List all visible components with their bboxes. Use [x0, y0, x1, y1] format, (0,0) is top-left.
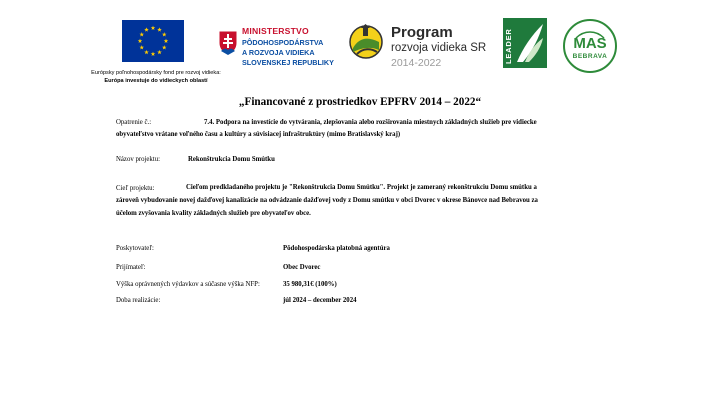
- eligible-costs-value: 35 980,31€ (100%): [283, 281, 337, 288]
- eu-logo: [74, 20, 238, 96]
- project-name: Rekonštrukcia Domu Smútku: [188, 156, 275, 163]
- recipient-value: Obec Dvorec: [283, 264, 321, 271]
- mas-bebrava-logo: [562, 18, 618, 74]
- duration-value: júl 2024 – december 2024: [283, 297, 357, 304]
- provider-label: Poskytovateľ:: [116, 245, 154, 252]
- eu-star-icon: [144, 50, 149, 54]
- eu-star-icon: [162, 45, 167, 49]
- recipient-label: Prijímateľ:: [116, 264, 146, 271]
- ministry-line3: A ROZVOJA VIDIEKA: [242, 48, 315, 57]
- goal-line1: Cieľom predkladaného projektu je "Rekonštrukcia Domu Smútku". Projekt je zameraný rekonštrukciu Domu smútku a: [186, 184, 537, 191]
- eu-star-icon: [164, 39, 169, 43]
- mas-text: MAS: [573, 35, 607, 52]
- provider-value: Pôdohospodárska platobná agentúra: [283, 245, 390, 252]
- mas-subtext: BEBRAVA: [572, 53, 608, 60]
- measure-label: Opatrenie č.:: [116, 119, 152, 126]
- eu-star-icon: [139, 45, 144, 49]
- eu-star-icon: [157, 50, 162, 54]
- slovak-crest-icon: [218, 30, 238, 56]
- measure-line2: obyvateľstvo vrátane voľného času a kultúry a súvisiacej infraštruktúry (mimo Bratislavský kraj): [116, 131, 401, 138]
- logo-bar: [0, 14, 720, 94]
- eu-star-icon: [151, 52, 156, 56]
- goal-line3: účelom zvyšovania kvality základných služieb pre obyvateľov obce.: [116, 210, 311, 217]
- eu-star-icon: [144, 27, 149, 31]
- project-label: Názov projektu:: [116, 156, 160, 163]
- ministry-line2: PÔDOHOSPODÁRSTVA: [242, 38, 324, 47]
- eu-flag-icon: [122, 20, 184, 62]
- goal-line2: zároveň vybudovanie novej dažďovej kanalizácie na odvádzanie dažďovej vody z Domu smútku v obci Dvorec v okrese Bánovce nad Bebravou za: [116, 197, 538, 204]
- leader-text: LEADER: [504, 28, 513, 64]
- program-emblem-icon: [349, 22, 383, 68]
- eu-caption-line1: Európsky poľnohospodársky fond pre rozvoj vidieka:: [91, 70, 221, 76]
- eu-star-icon: [138, 39, 143, 43]
- program-line3: 2014-2022: [391, 57, 442, 69]
- eu-star-icon: [139, 32, 144, 36]
- program-logo: [349, 22, 499, 82]
- measure-line1: 7.4. Podpora na investície do vytvárania, zlepšovania alebo rozširovania miestnych základných služieb pre vidiecke: [204, 119, 537, 126]
- eu-caption-line2: Európa investuje do vidieckych oblastí: [104, 78, 208, 84]
- program-line1: Program: [391, 24, 453, 41]
- eu-star-icon: [162, 32, 167, 36]
- ministry-logo: [216, 24, 346, 80]
- leader-logo: [503, 18, 547, 68]
- goal-label: Cieľ projektu:: [116, 185, 155, 192]
- document-title: „Financované z prostriedkov EPFRV 2014 – 2022“: [238, 96, 482, 108]
- ministry-line4: SLOVENSKEJ REPUBLIKY: [242, 58, 334, 67]
- duration-label: Doba realizácie:: [116, 297, 161, 304]
- eu-star-icon: [151, 26, 156, 30]
- ministry-line1: MINISTERSTVO: [242, 26, 309, 36]
- program-line2: rozvoja vidieka SR: [391, 42, 487, 54]
- eu-star-icon: [157, 27, 162, 31]
- eligible-costs-label: Výška oprávnených výdavkov a súčasne výška NFP:: [116, 281, 260, 288]
